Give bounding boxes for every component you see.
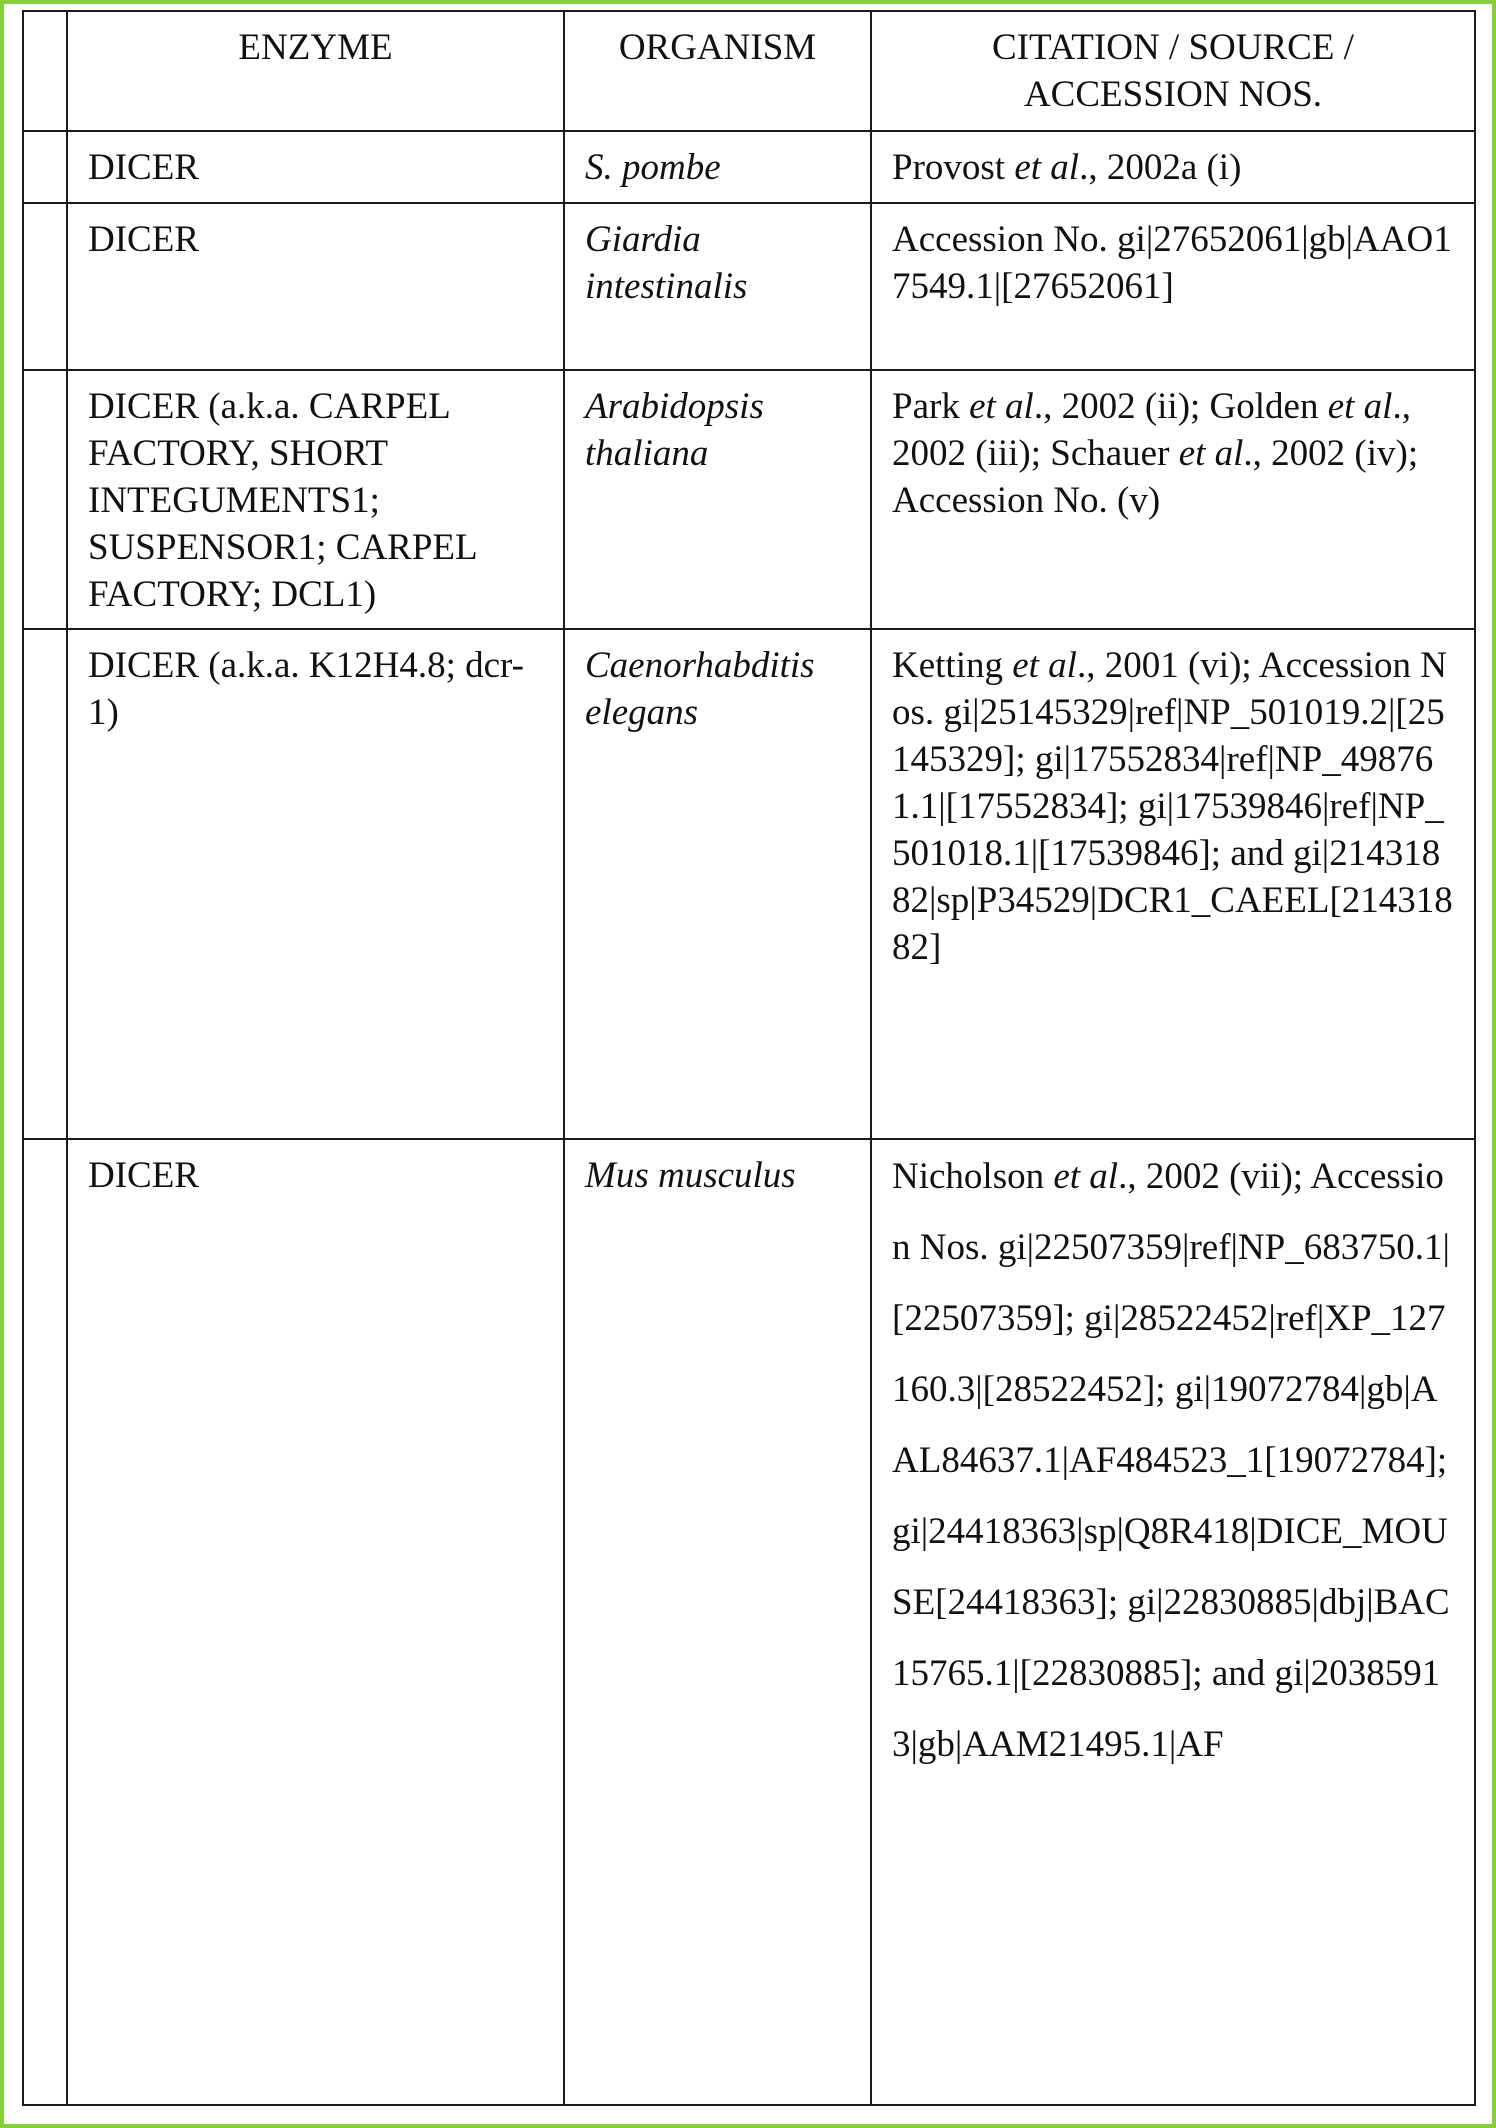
enzyme-cell: DICER [67, 203, 564, 370]
table-row [23, 203, 1475, 370]
row-marker-cell [23, 203, 67, 370]
enzyme-cell: DICER [67, 131, 564, 203]
table-row [23, 629, 1475, 1139]
row-marker-cell [23, 131, 67, 203]
citation-cell: Nicholson et al., 2002 (vii); Accession Nos. gi|22507359|ref|NP_683750.1|[22507359]; gi|28522452|ref|XP_127160.3|[28522452]; gi|19072784|gb|AAL84637.1|AF484523_1[19072784]; gi|24418363|sp|Q8R418|DICE_MOUSE[24418363]; gi|22830885|dbj|BAC15765.1|[22830885]; and gi|20385913|gb|AAM21495.1|AF [871, 1139, 1475, 2105]
row-marker-cell [23, 629, 67, 1139]
organism-cell: Mus musculus [564, 1139, 871, 2105]
enzyme-cell: DICER [67, 1139, 564, 2105]
enzyme-cell: DICER (a.k.a. K12H4.8; dcr-1) [67, 629, 564, 1139]
citation-cell: Ketting et al., 2001 (vi); Accession Nos. gi|25145329|ref|NP_501019.2|[25145329]; gi|17552834|ref|NP_498761.1|[17552834]; gi|17539846|ref|NP_501018.1|[17539846]; and gi|21431882|sp|P34529|DCR1_CAEEL[21431882] [871, 629, 1475, 1139]
row-marker-cell [23, 1139, 67, 2105]
organism-cell: Giardia intestinalis [564, 203, 871, 370]
row-marker-cell [23, 370, 67, 629]
organism-cell: Arabidopsis thaliana [564, 370, 871, 629]
table-row [23, 131, 1475, 203]
enzyme-cell: DICER (a.k.a. CARPEL FACTORY, SHORT INTEGUMENTS1; SUSPENSOR1; CARPEL FACTORY; DCL1) [67, 370, 564, 629]
enzyme-table [22, 10, 1476, 2106]
table-header-row [23, 11, 1475, 131]
table-row [23, 370, 1475, 629]
organism-cell: Caenorhabditis elegans [564, 629, 871, 1139]
header-organism: ORGANISM [564, 11, 871, 131]
citation-cell: Provost et al., 2002a (i) [871, 131, 1475, 203]
organism-cell: S. pombe [564, 131, 871, 203]
header-enzyme: ENZYME [67, 11, 564, 131]
row-marker-cell [23, 11, 67, 131]
citation-cell: Park et al., 2002 (ii); Golden et al., 2002 (iii); Schauer et al., 2002 (iv); Accession No. (v) [871, 370, 1475, 629]
table-row [23, 1139, 1475, 2105]
header-citation: CITATION / SOURCE / ACCESSION NOS. [871, 11, 1475, 131]
citation-cell: Accession No. gi|27652061|gb|AAO17549.1|[27652061] [871, 203, 1475, 370]
